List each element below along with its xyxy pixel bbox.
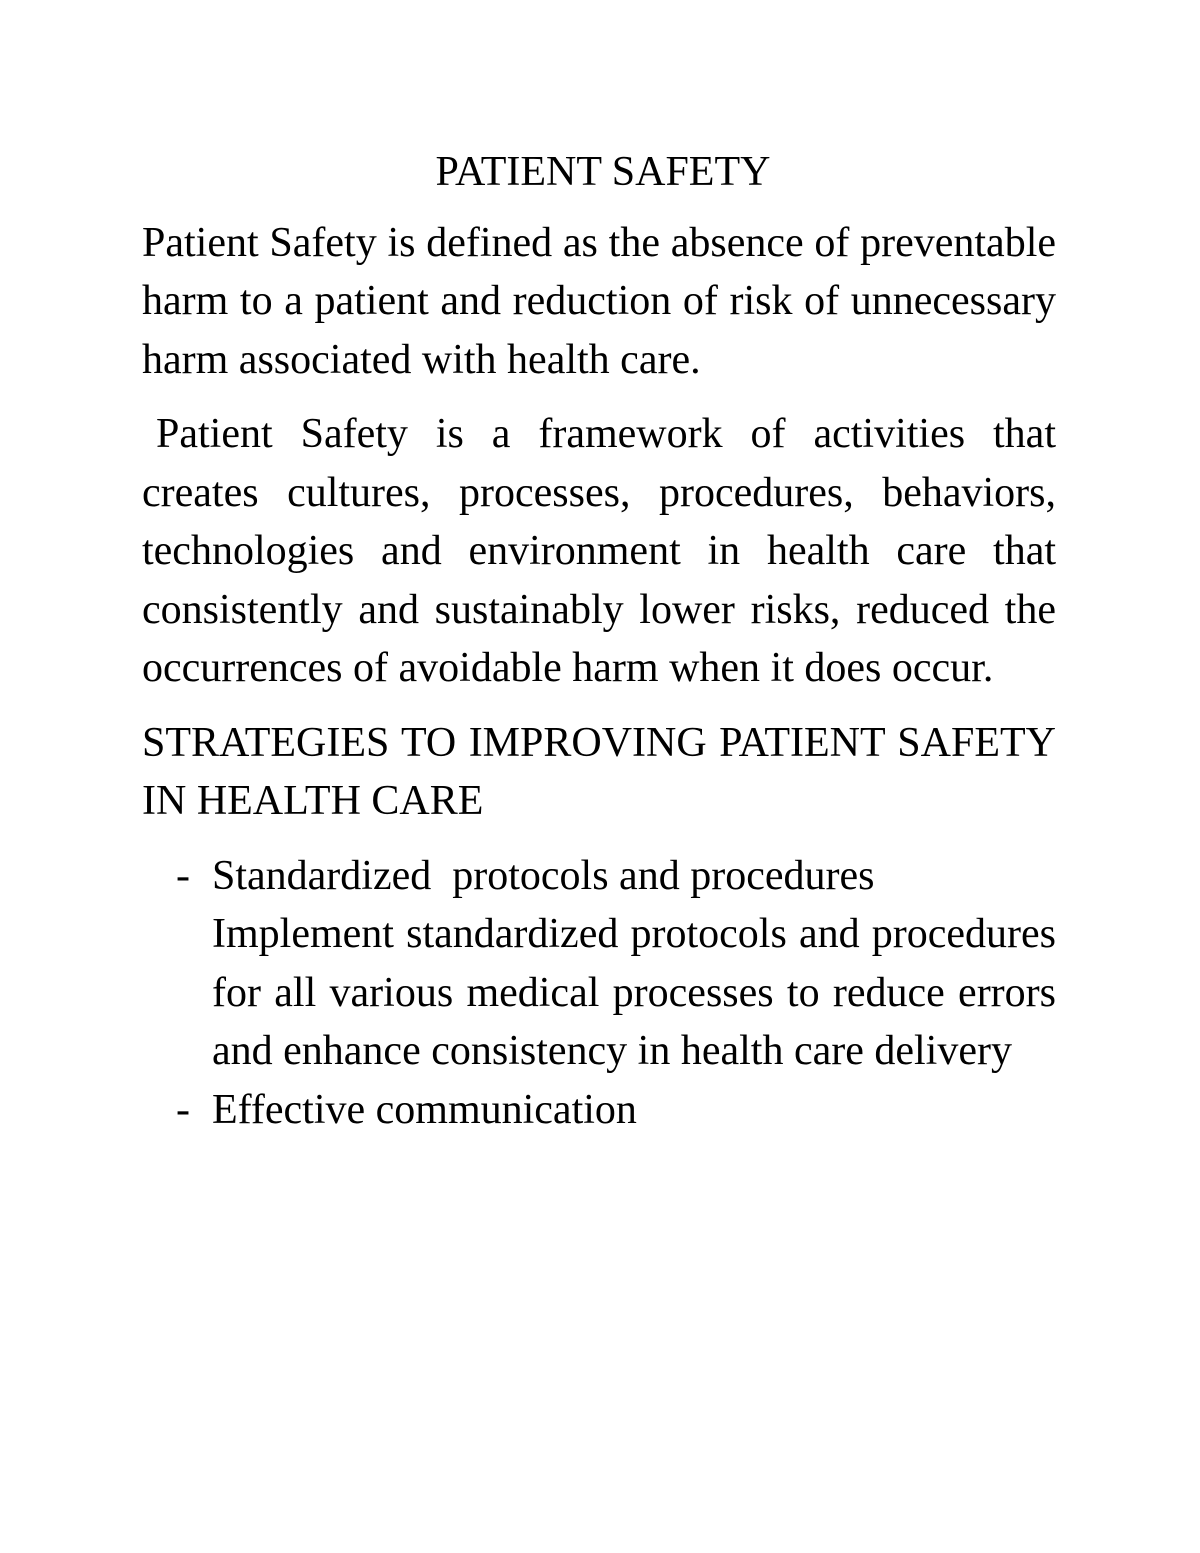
strategies-heading: STRATEGIES TO IMPROVING PATIENT SAFETY IN HEALTH CARE xyxy=(142,719,1056,824)
strategies-list xyxy=(142,847,1056,1140)
strategy-label: Standardized protocols and procedures xyxy=(212,852,875,899)
strategy-label: Effective communication xyxy=(212,1086,637,1133)
framework-paragraph: Patient Safety is a framework of activities that creates cultures, processes, procedures, behaviors, technologies and environment in health care that consistently and sustainably lower risks, reduced the occurrences of avoidable harm when it does occur. xyxy=(142,411,1056,691)
bullet-dash: - xyxy=(176,1086,190,1133)
definition-paragraph: Patient Safety is defined as the absence of preventable harm to a patient and reduction of risk of unnecessary harm associated with health care. xyxy=(142,219,1056,383)
strategy-description: Implement standardized protocols and procedures for all various medical processes to reduce errors and enhance consistency in health care delivery xyxy=(212,911,1056,1074)
list-item xyxy=(142,847,1056,1081)
list-item xyxy=(142,1081,1056,1140)
document-body xyxy=(142,143,1056,1139)
bullet-dash: - xyxy=(176,852,190,899)
document-title: PATIENT SAFETY xyxy=(435,149,771,195)
